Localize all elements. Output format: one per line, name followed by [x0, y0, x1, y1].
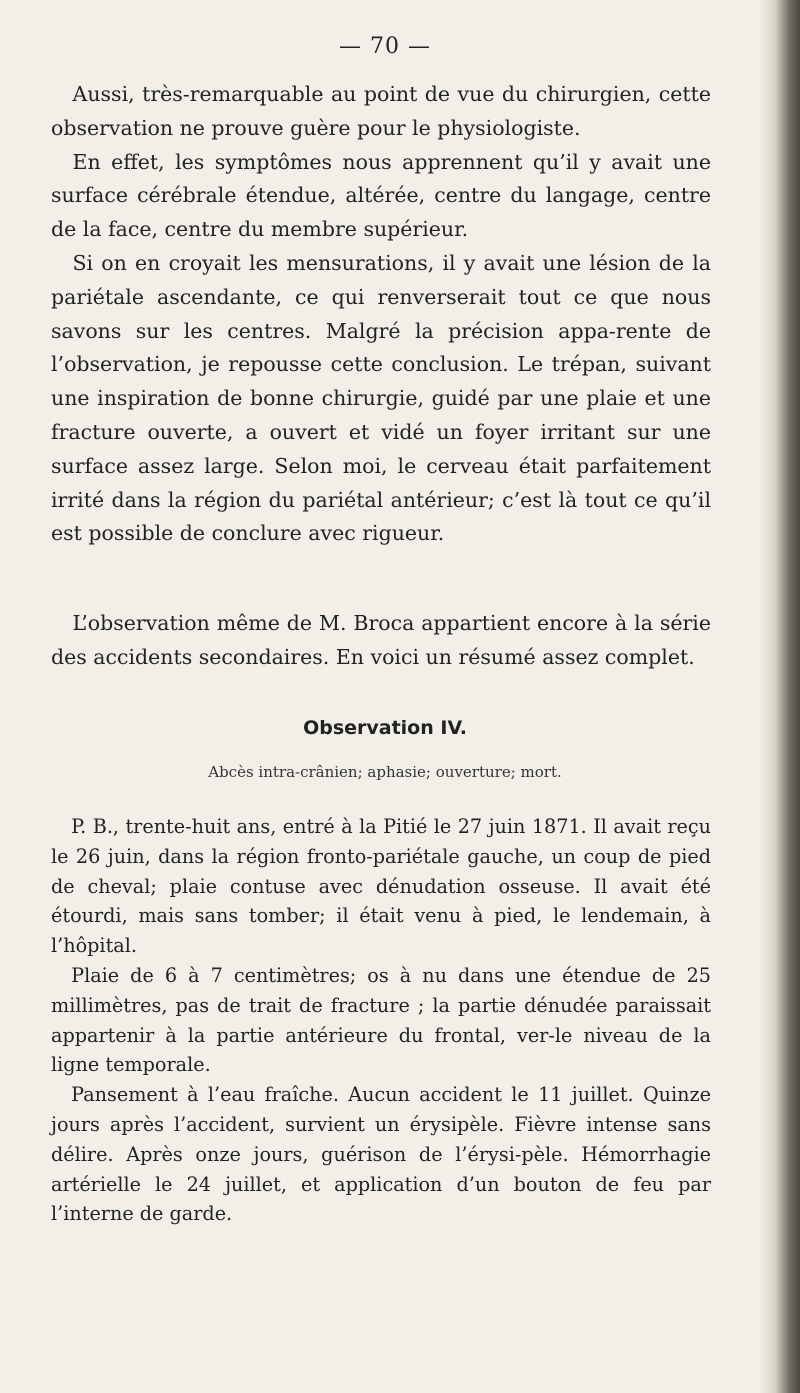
- observation-text: [51, 812, 711, 1229]
- page-number: — 70 —: [339, 34, 431, 59]
- paragraph: En effet, les symptômes nous apprennent qu’il y avait une surface cérébrale étendue, altérée, centre du langage, centre de la face, centre du membre supérieur.: [51, 149, 711, 242]
- paragraph: L’observation même de M. Broca appartient encore à la série des accidents secondaires. En voici un résumé assez complet.: [51, 611, 711, 669]
- paragraph: Aussi, très-remarquable au point de vue du chirurgien, cette observation ne prouve guère pour le physiologiste.: [51, 82, 711, 140]
- paragraph: Pansement à l’eau fraîche. Aucun accident le 11 juillet. Quinze jours après l’accident, survient un érysipèle. Fièvre intense sans délire. Après onze jours, guérison de l’érysi-pèle. Hémorrhagie artérielle le 24 juillet, et application d’un bouton de feu par l’interne de garde.: [51, 1083, 711, 1226]
- text-block-broca: [51, 607, 711, 675]
- observation-subtitle: Abcès intra-crânien; aphasie; ouverture; mort.: [208, 763, 562, 781]
- paragraph: P. B., trente-huit ans, entré à la Pitié le 27 juin 1871. Il avait reçu le 26 juin, dans la région fronto-pariétale gauche, un coup de pied de cheval; plaie contuse avec dénudation osseuse. Il avait été étourdi, mais sans tomber; il était venu à pied, le lendemain, à l’hôpital.: [51, 815, 711, 958]
- paragraph: Plaie de 6 à 7 centimètres; os à nu dans une étendue de 25 millimètres, pas de trait de fracture ; la partie dénudée paraissait appartenir à la partie antérieure du frontal, ver-le niveau de la ligne temporale.: [51, 963, 711, 1077]
- paragraph: Si on en croyait les mensurations, il y avait une lésion de la pariétale ascendante, ce qui renverserait tout ce que nous savons sur les centres. Malgré la précision appa-rente de l’observation, je repousse cette conclusion. Le trépan, suivant une inspiration de bonne chirurgie, guidé par une plaie et une fracture ouverte, a ouvert et vidé un foyer irritant sur une surface assez large. Selon moi, le cerveau était parfaitement irrité dans la région du pariétal antérieur; c’est là tout ce qu’il est possible de conclure avec rigueur.: [51, 250, 711, 546]
- observation-title: Observation IV.: [303, 717, 467, 739]
- text-block-top: [51, 78, 711, 551]
- page-edge-shadow: [758, 0, 800, 1393]
